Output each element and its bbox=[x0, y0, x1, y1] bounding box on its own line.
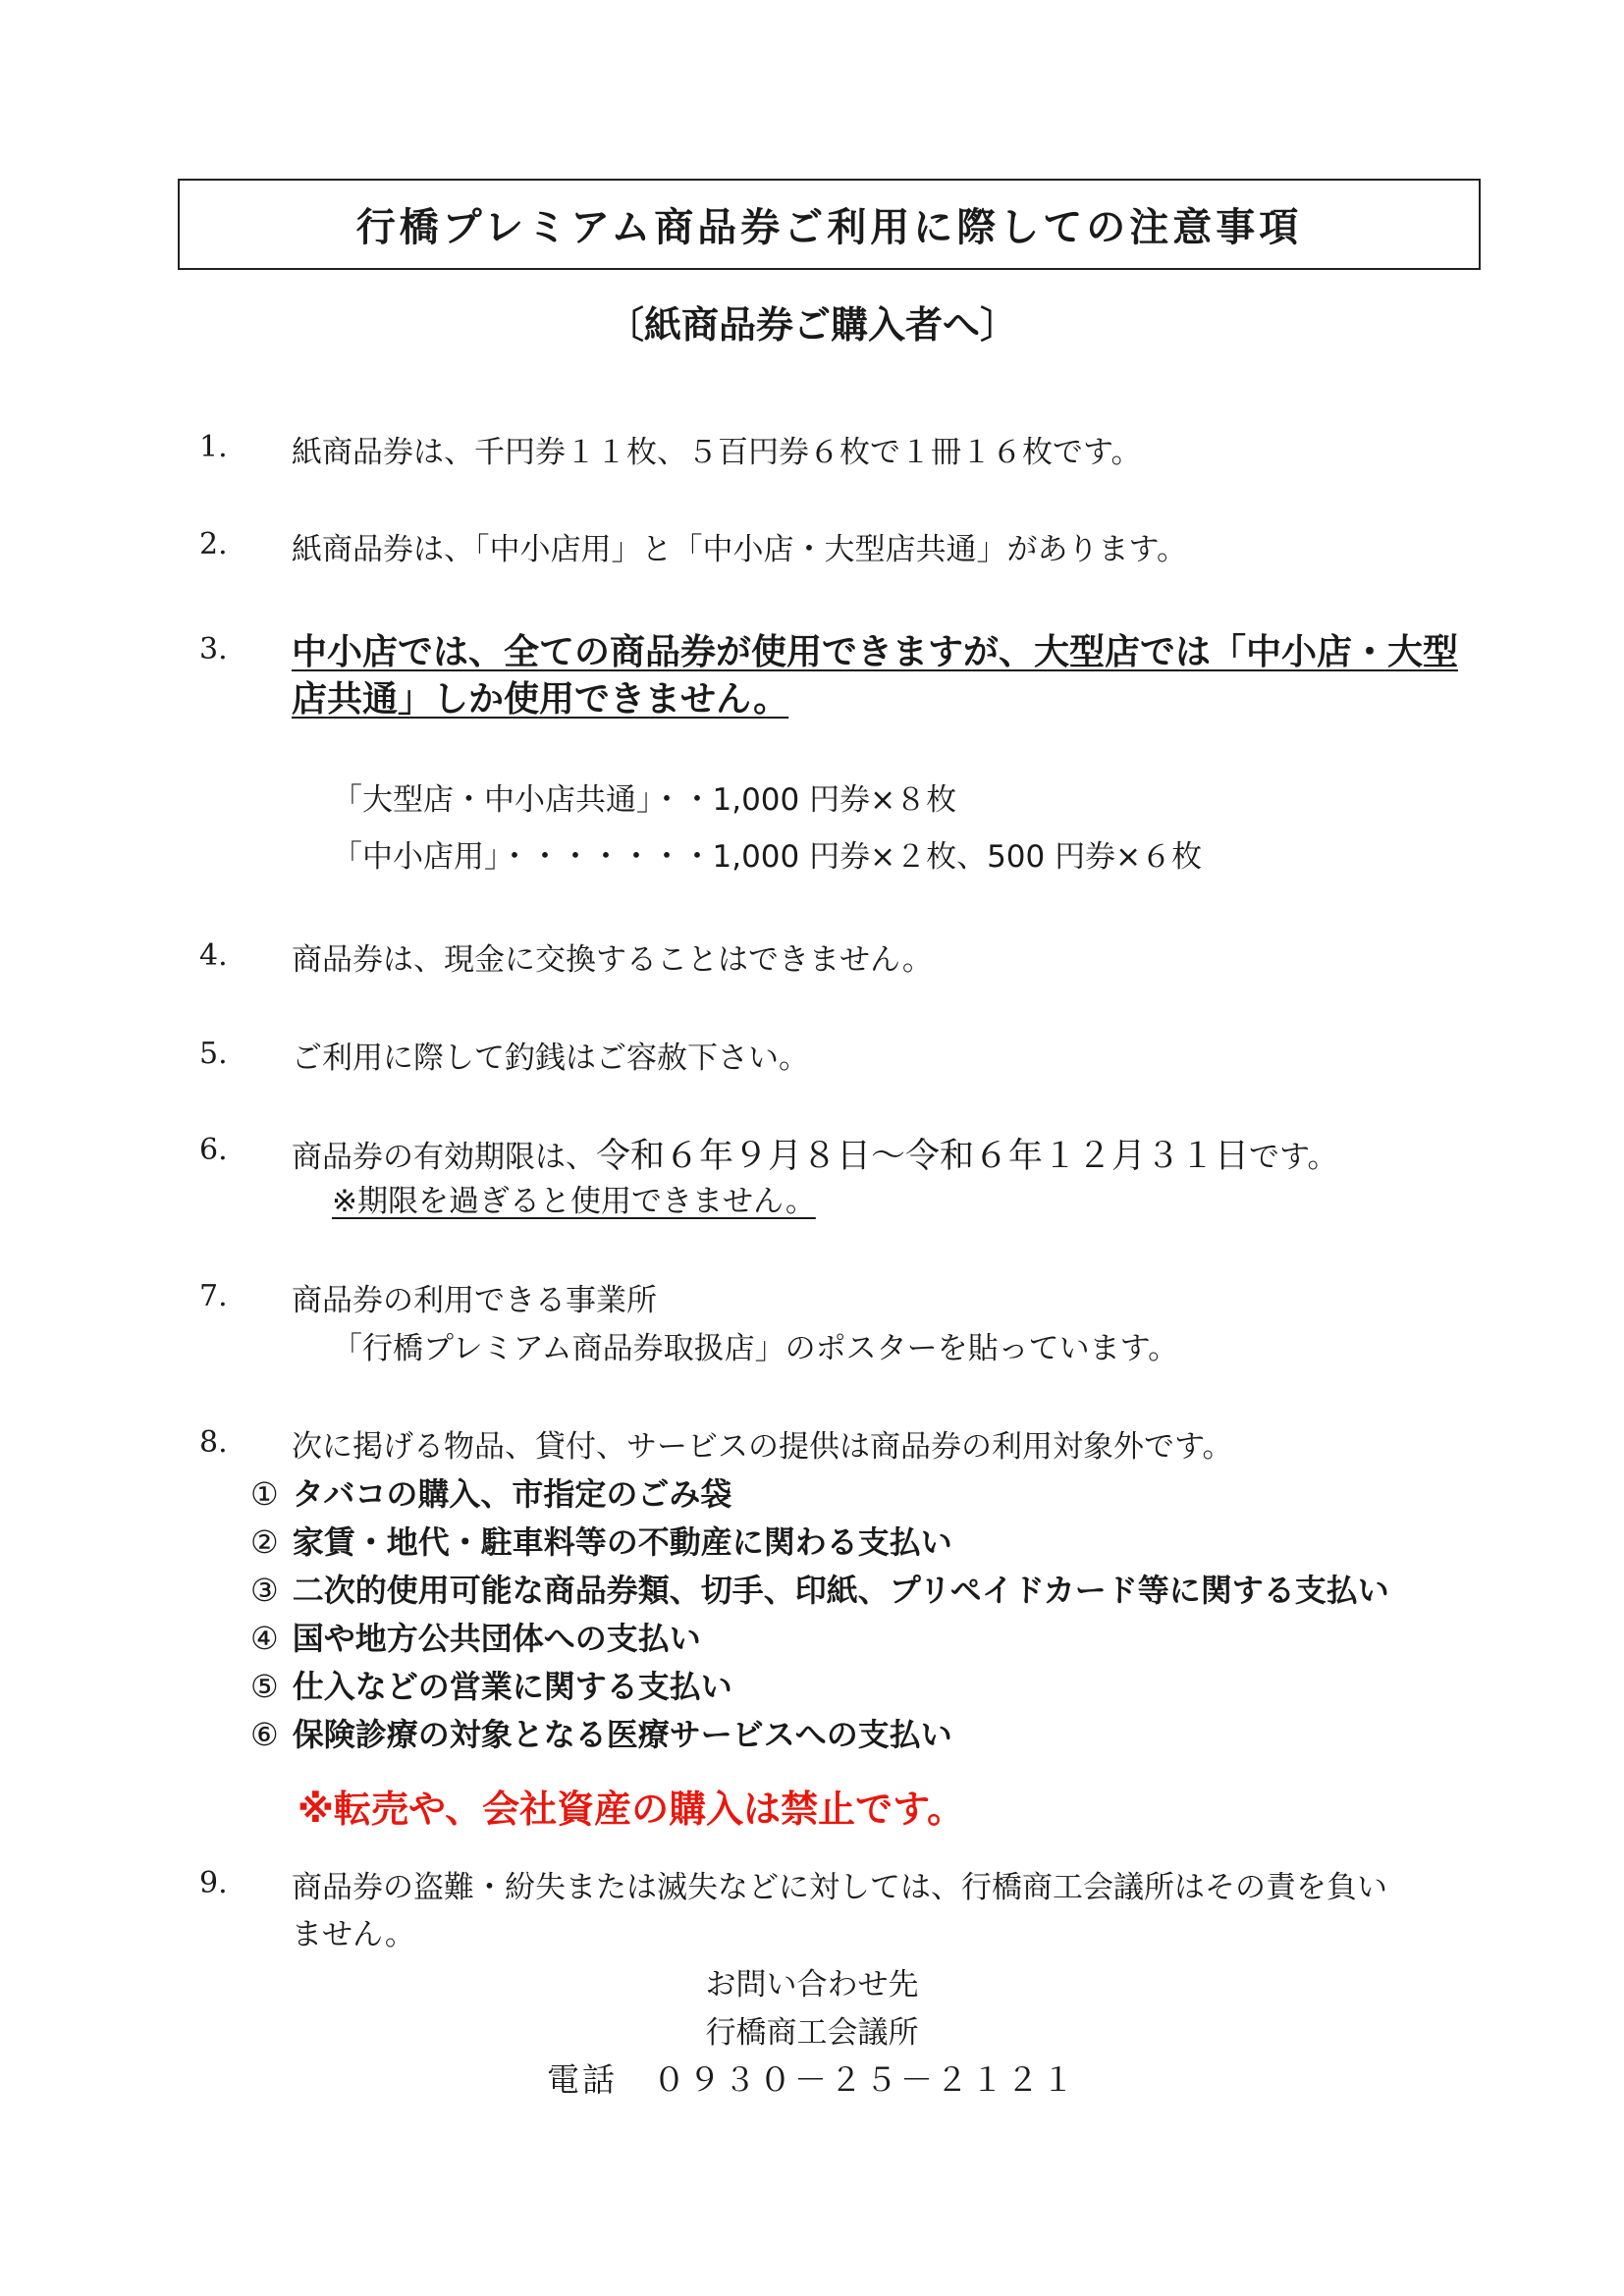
item-7-number: 7. bbox=[199, 1279, 228, 1313]
item-8-number: 8. bbox=[199, 1425, 228, 1460]
item-6-suffix: です。 bbox=[1249, 1140, 1338, 1175]
item-9-line2: ません。 bbox=[292, 1917, 415, 1952]
item-2-number: 2. bbox=[199, 527, 228, 561]
item-3-number: 3. bbox=[199, 632, 228, 667]
item-6-number: 6. bbox=[199, 1133, 228, 1167]
item-9-line1: 商品券の盗難・紛失または滅失などに対しては、行橋商工会議所はその責を負い bbox=[292, 1870, 1387, 1905]
item-6-note: ※期限を過ぎると使用できません。 bbox=[332, 1184, 816, 1219]
item-3-sub-small-store: 「中小店用」・・・・・・・1,000 円券×２枚、500 円券×６枚 bbox=[332, 839, 1203, 875]
page-subtitle: 〔紙商品券ご購入者へ〕 bbox=[606, 303, 1017, 347]
item-1-number: 1. bbox=[199, 430, 228, 464]
page-title: 行橋プレミアム商品券ご利用に際しての注意事項 bbox=[355, 205, 1303, 250]
item-4-text: 商品券は、現金に交換することはできません。 bbox=[292, 942, 933, 978]
item-6-line bbox=[292, 1129, 1338, 1178]
exclusion-item: ⑥ 保険診療の対象となる医療サービスへの支払い bbox=[250, 1716, 952, 1753]
item-3-line2: 店共通」しか使用できません。 bbox=[292, 679, 789, 720]
item-9-number: 9. bbox=[199, 1866, 228, 1900]
item-7-text: 商品券の利用できる事業所 bbox=[292, 1283, 657, 1318]
contact-phone: 電話 ０９３０－２５－２１２１ bbox=[547, 2060, 1077, 2099]
item-4-number: 4. bbox=[199, 938, 228, 973]
item-6-prefix: 商品券の有効期限は、 bbox=[292, 1140, 596, 1175]
item-6-validity-dates: 令和６年９月８日～令和６年１２月３１日 bbox=[596, 1137, 1250, 1176]
item-5-text: ご利用に際して釣銭はご容赦下さい。 bbox=[292, 1041, 809, 1076]
item-8-text: 次に掲げる物品、貸付、サービスの提供は商品券の利用対象外です。 bbox=[292, 1429, 1233, 1465]
contact-organization: 行橋商工会議所 bbox=[705, 2015, 919, 2051]
contact-label: お問い合わせ先 bbox=[705, 1967, 919, 2002]
item-3-line1: 中小店では、全ての商品券が使用できますが、大型店では「中小店・大型 bbox=[292, 632, 1459, 672]
exclusion-item: ③ 二次的使用可能な商品券類、切手、印紙、プリペイドカード等に関する支払い bbox=[250, 1572, 1389, 1609]
item-7-sub: 「行橋プレミアム商品券取扱店」のポスターを貼っています。 bbox=[332, 1331, 1179, 1366]
exclusion-item: ④ 国や地方公共団体への支払い bbox=[250, 1620, 701, 1657]
resale-warning: ※転売や、会社資産の購入は禁止です。 bbox=[298, 1788, 965, 1831]
item-1-text: 紙商品券は、千円券１１枚、５百円券６枚で１冊１６枚です。 bbox=[292, 435, 1142, 470]
exclusion-item: ② 家賃・地代・駐車料等の不動産に関わる支払い bbox=[250, 1523, 952, 1561]
item-5-number: 5. bbox=[199, 1037, 228, 1071]
exclusion-item: ⑤ 仕入などの営業に関する支払い bbox=[250, 1668, 732, 1705]
item-3-sub-large-store: 「大型店・中小店共通」・・1,000 円券×８枚 bbox=[332, 782, 957, 818]
title-box bbox=[178, 179, 1481, 270]
exclusion-item: ① タバコの購入、市指定のごみ袋 bbox=[250, 1475, 732, 1513]
item-2-text: 紙商品券は、「中小店用」と「中小店・大型店共通」があります。 bbox=[292, 532, 1188, 567]
